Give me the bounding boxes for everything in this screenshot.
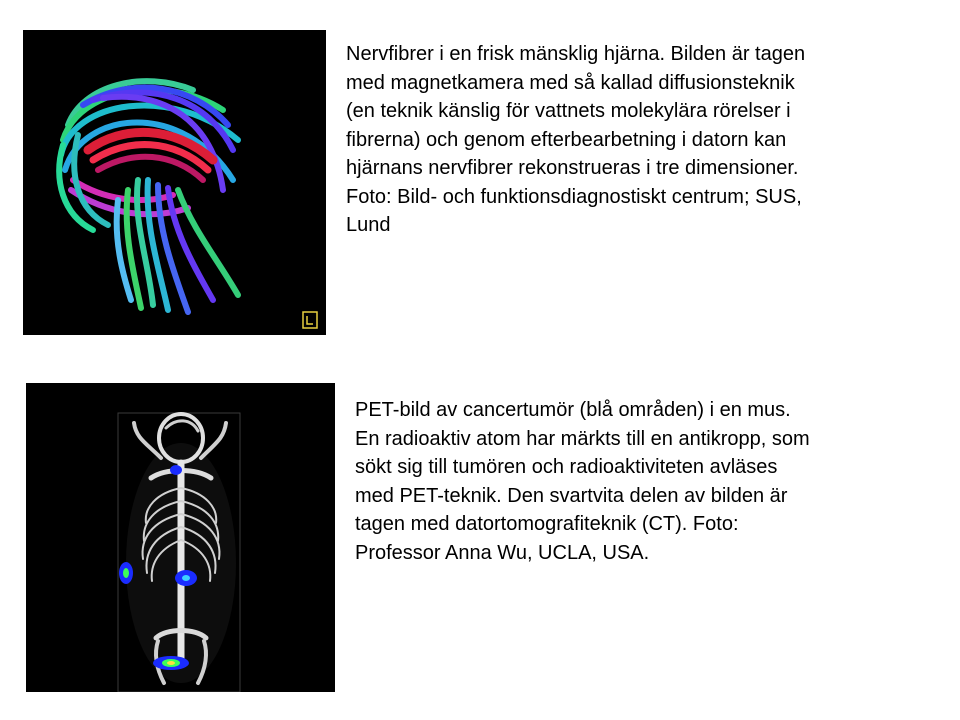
brain-tractography-image bbox=[23, 30, 326, 335]
mouse-image-caption: PET-bild av cancertumör (blå områden) i en mus. En radioaktiv atom har märkts till en antikropp, som sökt sig till tumören och radioaktiviteten avläses med PET-teknik. Den svartvita delen av bilden är tagen med datortomografiteknik (CT). Foto: Professor Anna Wu, UCLA, USA. bbox=[355, 399, 810, 564]
brain-image-caption: Nervfibrer i en frisk mänsklig hjärna. Bilden är tagen med magnetkamera med så kallad diffusionsteknik (en teknik känslig för vattnets molekylära rörelser i fibrerna) och genom efterbearbetning i datorn kan hjärnans nervfibrer rekonstrueras i tre dimensioner. Foto: Bild- och funktionsdiagnostiskt centrum; SUS, Lund bbox=[346, 43, 806, 236]
mouse-pet-ct-image bbox=[26, 383, 335, 692]
